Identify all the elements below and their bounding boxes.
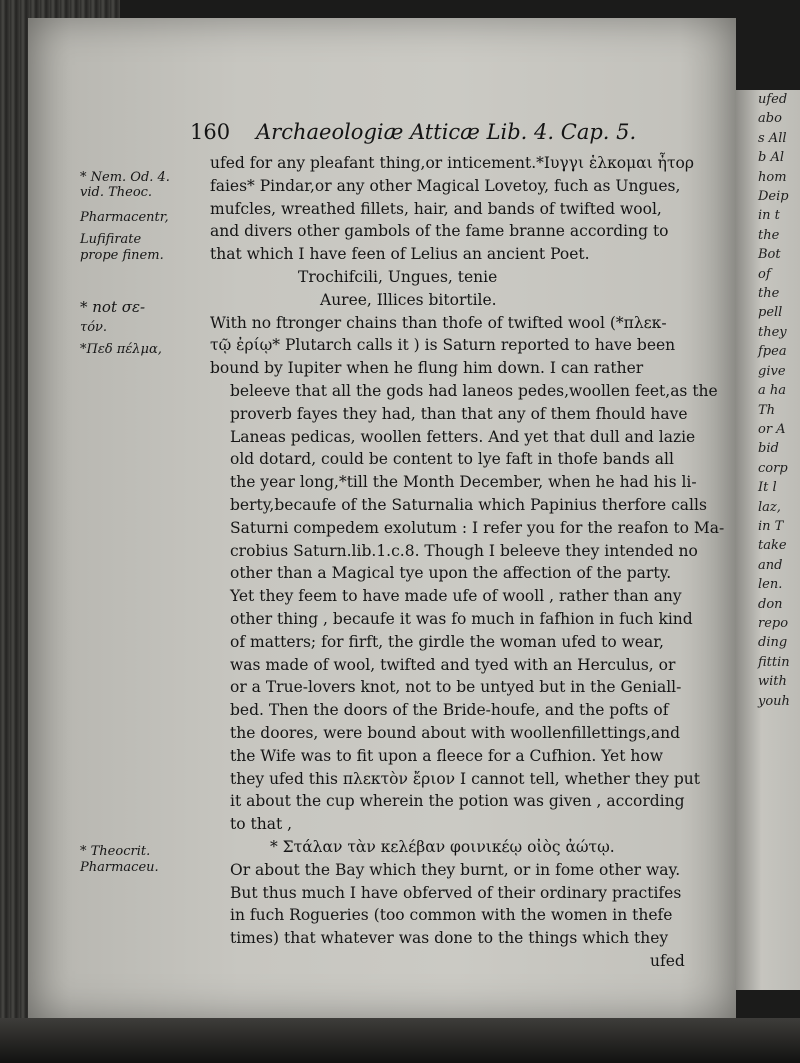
margin-note: prope finem. bbox=[80, 248, 164, 263]
margin-note: Lufifirate bbox=[80, 232, 142, 247]
text-line: they ufed this πλεκτὸν ἔριον I cannot tell, whether they put bbox=[230, 769, 700, 788]
text-line: With no ftronger chains than thofe of twifted wool (*πλεκ- bbox=[210, 313, 667, 332]
running-title: Archaeologiæ Atticæ Lib. 4. Cap. 5. bbox=[256, 120, 637, 144]
page-number: 160 bbox=[190, 120, 231, 144]
facing-page-fragment: and bbox=[758, 557, 783, 573]
text-line: to that , bbox=[230, 815, 293, 834]
facing-page-fragment: a ha bbox=[758, 383, 787, 399]
text-line: Laneas pedicas, woollen fetters. And yet that dull and lazie bbox=[230, 427, 696, 446]
margin-note: * Nem. Od. 4. bbox=[80, 170, 170, 185]
facing-page-fragment: laz, bbox=[758, 499, 781, 515]
text-line: bed. Then the doors of the Bride-houfe, and the pofts of bbox=[230, 701, 669, 720]
text-line: mufcles, wreathed fillets, hair, and bands of twifted wool, bbox=[210, 199, 662, 218]
text-line: the Wife was to fit upon a fleece for a Cufhion. Yet how bbox=[230, 746, 663, 765]
facing-page-fragment: ding bbox=[758, 635, 788, 651]
facing-page-fragment: s All bbox=[758, 130, 787, 146]
text-line: bound by Iupiter when he flung him down. I can rather bbox=[210, 359, 644, 378]
text-line: ufed for any pleafant thing,or inticement.*Ιυγγι ἑλκομαι ἦτορ bbox=[210, 154, 694, 172]
margin-note: * not σε- bbox=[80, 298, 146, 316]
text-line: Trochifcili, Ungues, tenie bbox=[298, 267, 498, 286]
facing-page-edge bbox=[736, 90, 800, 990]
facing-page-fragment: take bbox=[758, 538, 787, 554]
facing-page-fragment: Bot bbox=[758, 247, 781, 263]
text-line: Yet they feem to have made ufe of wooll , rather than any bbox=[230, 587, 682, 606]
text-line: * Στάλαν τὰν κελέβαν φοινικέῳ οἰὸς ἀώτῳ. bbox=[270, 837, 615, 856]
text-line: ufed bbox=[650, 951, 685, 970]
margin-note: *Πεδ πέλμα, bbox=[80, 342, 162, 357]
facing-page-fragment: in t bbox=[758, 208, 780, 224]
text-line: proverb fayes they had, than that any of them fhould have bbox=[230, 404, 688, 423]
text-line: the year long,*till the Month December, when he had his li- bbox=[230, 473, 697, 492]
facing-page-fragment: or A bbox=[758, 421, 786, 437]
text-line: berty,becaufe of the Saturnalia which Papinius therfore calls bbox=[230, 495, 707, 514]
body-text bbox=[210, 152, 725, 973]
margin-note: τόν. bbox=[80, 320, 108, 335]
facing-page-fragment: they bbox=[758, 324, 787, 340]
facing-page-fragment: the bbox=[758, 286, 780, 302]
page-header bbox=[190, 120, 690, 150]
text-line: Or about the Bay which they burnt, or in fome other way. bbox=[230, 860, 681, 879]
text-line: other thing , becaufe it was fo much in fafhion in fuch kind bbox=[230, 609, 693, 628]
margin-note: vid. Theoc. bbox=[80, 185, 153, 200]
facing-page-fragment: the bbox=[758, 227, 780, 243]
text-line: was made of wool, twifted and tyed with an Herculus, or bbox=[230, 655, 676, 674]
facing-page-fragment: bid bbox=[758, 441, 779, 457]
facing-page-fragment: Deip bbox=[758, 189, 789, 205]
facing-page-fragment: b Al bbox=[758, 150, 784, 166]
bottom-shadow bbox=[0, 1018, 800, 1063]
facing-page-fragment: in T bbox=[758, 518, 784, 534]
facing-page-fragment: youh bbox=[758, 693, 790, 709]
text-line: τῷ ἐρίῳ* Plutarch calls it ) is Saturn reported to have been bbox=[210, 336, 676, 355]
facing-page-fragment: with bbox=[758, 674, 787, 690]
facing-page-fragment: don bbox=[758, 596, 783, 612]
text-line: that which I have feen of Lelius an ancient Poet. bbox=[210, 245, 590, 264]
text-line: crobius Saturn.lib.1.c.8. Though I beleeve they intended no bbox=[230, 541, 698, 560]
text-line: old dotard, could be content to lye faft in thofe bands all bbox=[230, 450, 674, 469]
facing-page-fragment: It l bbox=[758, 480, 777, 496]
text-line: of matters; for firft, the girdle the woman ufed to wear, bbox=[230, 632, 664, 651]
margin-note: * Theocrit. bbox=[80, 844, 151, 859]
text-line: faies* Pindar,or any other Magical Lovetoy, fuch as Ungues, bbox=[210, 176, 681, 195]
text-line: Auree, Illices bitortile. bbox=[320, 290, 497, 309]
facing-page-fragment: fpea bbox=[758, 344, 787, 360]
text-line: in fuch Rogueries (too common with the women in thefe bbox=[230, 906, 673, 925]
facing-page-fragment: ufed bbox=[758, 92, 788, 107]
text-line: and divers other gambols of the fame branne according to bbox=[210, 222, 669, 241]
text-line: times) that whatever was done to the things which they bbox=[230, 929, 669, 948]
text-line: it about the cup wherein the potion was given , according bbox=[230, 792, 685, 811]
text-line: or a True-lovers knot, not to be untyed but in the Geniall- bbox=[230, 678, 682, 697]
facing-page-fragment: of bbox=[758, 266, 771, 282]
margin-note: Pharmacentr, bbox=[80, 210, 169, 225]
text-line: But thus much I have obferved of their ordinary practifes bbox=[230, 883, 682, 902]
facing-page-fragment: len. bbox=[758, 577, 783, 593]
text-line: the doores, were bound about with woollenfillettings,and bbox=[230, 723, 681, 742]
facing-page-fragment: fittin bbox=[758, 654, 790, 670]
text-line: beleeve that all the gods had laneos pedes,woollen feet,as the bbox=[230, 381, 718, 400]
facing-page-fragment: abo bbox=[758, 111, 782, 127]
facing-page-fragment: Th bbox=[758, 402, 776, 418]
facing-page-fragment: hom bbox=[758, 169, 787, 185]
facing-page-fragment: corp bbox=[758, 460, 788, 476]
text-line: Saturni compedem exolutum : I refer you for the reafon to Ma- bbox=[230, 518, 725, 537]
text-line: other than a Magical tye upon the affection of the party. bbox=[230, 564, 672, 583]
facing-page-fragment: give bbox=[758, 363, 786, 379]
margin-note: Pharmaceu. bbox=[80, 860, 159, 875]
facing-page-fragment: pell bbox=[758, 305, 783, 321]
facing-page-fragment: repo bbox=[758, 615, 789, 631]
